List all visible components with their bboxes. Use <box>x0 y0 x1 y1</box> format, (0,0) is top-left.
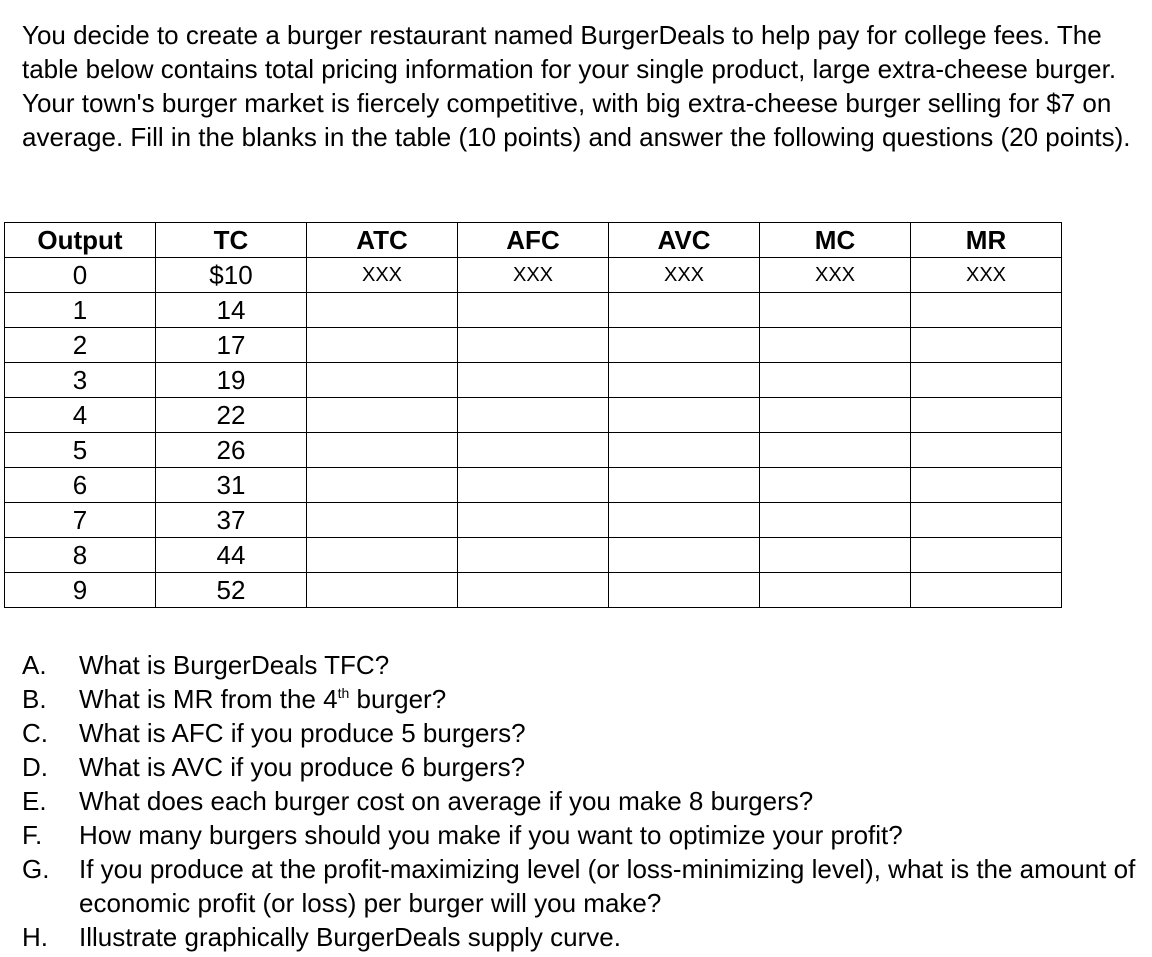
mc-cell[interactable] <box>760 503 911 538</box>
table-row <box>5 328 1062 363</box>
atc-cell[interactable] <box>307 433 458 468</box>
question-letter: E. <box>22 786 47 816</box>
question-item <box>22 648 1147 682</box>
atc-cell[interactable] <box>307 293 458 328</box>
mc-cell[interactable] <box>760 538 911 573</box>
afc-cell[interactable] <box>458 538 609 573</box>
tc-cell: 19 <box>156 363 307 398</box>
question-item <box>22 682 1147 716</box>
mr-cell[interactable] <box>911 468 1062 503</box>
question-item <box>22 716 1147 750</box>
avc-cell[interactable] <box>609 398 760 433</box>
question-letter: D. <box>22 752 48 782</box>
afc-cell[interactable] <box>458 398 609 433</box>
avc-cell[interactable] <box>609 328 760 363</box>
afc-cell[interactable] <box>458 293 609 328</box>
cost-table <box>4 222 1062 608</box>
header-tc: TC <box>156 223 307 258</box>
afc-cell[interactable] <box>458 363 609 398</box>
output-cell: 3 <box>5 363 156 398</box>
output-cell: 1 <box>5 293 156 328</box>
question-letter: F. <box>22 820 43 850</box>
tc-cell: 22 <box>156 398 307 433</box>
question-text: What is AFC if you produce 5 burgers? <box>79 718 526 748</box>
mr-cell[interactable] <box>911 573 1062 608</box>
atc-cell[interactable] <box>307 538 458 573</box>
tc-cell: 26 <box>156 433 307 468</box>
mc-cell: XXX <box>760 258 911 293</box>
mr-cell[interactable] <box>911 363 1062 398</box>
question-letter: G. <box>22 854 50 884</box>
afc-cell[interactable] <box>458 328 609 363</box>
output-cell: 5 <box>5 433 156 468</box>
question-item <box>22 920 1147 954</box>
afc-cell[interactable] <box>458 573 609 608</box>
tc-cell: 14 <box>156 293 307 328</box>
atc-cell: XXX <box>307 258 458 293</box>
question-letter: B. <box>22 684 47 714</box>
table-row <box>5 398 1062 433</box>
intro-paragraph: You decide to create a burger restaurant named BurgerDeals to help pay for college fees. The table below contains total pricing information for your single product, large extra-cheese burger. Your town's burger market is fiercely competitive, with big extra-cheese burger selling for $7 on average. Fill in the blanks in the table (10 points) and answer the following questions (20 points). <box>22 20 1131 152</box>
table-row <box>5 293 1062 328</box>
question-text: If you produce at the profit-maximizing level (or loss-minimizing level), what is the amount of economic profit (or loss) per burger will you make? <box>79 854 1136 918</box>
question-item <box>22 818 1147 852</box>
avc-cell: XXX <box>609 258 760 293</box>
header-afc: AFC <box>458 223 609 258</box>
atc-cell[interactable] <box>307 398 458 433</box>
table-row <box>5 258 1062 293</box>
table-row <box>5 468 1062 503</box>
atc-cell[interactable] <box>307 468 458 503</box>
mc-cell[interactable] <box>760 398 911 433</box>
question-text <box>79 682 1147 716</box>
mr-cell[interactable] <box>911 503 1062 538</box>
output-cell: 7 <box>5 503 156 538</box>
avc-cell[interactable] <box>609 363 760 398</box>
avc-cell[interactable] <box>609 503 760 538</box>
table-header-row <box>5 223 1062 258</box>
tc-cell: 52 <box>156 573 307 608</box>
mc-cell[interactable] <box>760 363 911 398</box>
question-item <box>22 750 1147 784</box>
mc-cell[interactable] <box>760 468 911 503</box>
question-letter: H. <box>22 922 48 952</box>
header-atc: ATC <box>307 223 458 258</box>
question-text: Illustrate graphically BurgerDeals supply curve. <box>79 922 621 952</box>
avc-cell[interactable] <box>609 573 760 608</box>
avc-cell[interactable] <box>609 538 760 573</box>
mr-cell[interactable] <box>911 538 1062 573</box>
output-cell: 0 <box>5 258 156 293</box>
atc-cell[interactable] <box>307 503 458 538</box>
output-cell: 6 <box>5 468 156 503</box>
question-letter: C. <box>22 718 48 748</box>
output-cell: 8 <box>5 538 156 573</box>
question-item <box>22 852 1147 920</box>
table-row <box>5 433 1062 468</box>
mr-cell[interactable] <box>911 328 1062 363</box>
mr-cell: XXX <box>911 258 1062 293</box>
question-text: What is AVC if you produce 6 burgers? <box>79 752 526 782</box>
header-mc: MC <box>760 223 911 258</box>
mr-cell[interactable] <box>911 398 1062 433</box>
afc-cell: XXX <box>458 258 609 293</box>
avc-cell[interactable] <box>609 468 760 503</box>
output-cell: 9 <box>5 573 156 608</box>
tc-cell: 31 <box>156 468 307 503</box>
output-cell: 4 <box>5 398 156 433</box>
question-text: What is BurgerDeals TFC? <box>79 650 390 680</box>
table-row <box>5 503 1062 538</box>
question-text: How many burgers should you make if you want to optimize your profit? <box>79 820 903 850</box>
mc-cell[interactable] <box>760 293 911 328</box>
mc-cell[interactable] <box>760 433 911 468</box>
question-text-after: burger? <box>349 684 447 714</box>
mr-cell[interactable] <box>911 293 1062 328</box>
atc-cell[interactable] <box>307 328 458 363</box>
question-letter: A. <box>22 650 47 680</box>
afc-cell[interactable] <box>458 433 609 468</box>
table-row <box>5 538 1062 573</box>
mr-cell[interactable] <box>911 433 1062 468</box>
afc-cell[interactable] <box>458 468 609 503</box>
question-list <box>22 648 1147 954</box>
tc-cell: 17 <box>156 328 307 363</box>
question-text: What does each burger cost on average if you make 8 burgers? <box>79 786 814 816</box>
avc-cell[interactable] <box>609 433 760 468</box>
tc-cell: 37 <box>156 503 307 538</box>
ordinal-suffix: th <box>337 685 350 701</box>
tc-cell: 44 <box>156 538 307 573</box>
question-item <box>22 784 1147 818</box>
mc-cell[interactable] <box>760 328 911 363</box>
avc-cell[interactable] <box>609 293 760 328</box>
table-row <box>5 573 1062 608</box>
header-avc: AVC <box>609 223 760 258</box>
header-output: Output <box>5 223 156 258</box>
output-cell: 2 <box>5 328 156 363</box>
tc-cell: $10 <box>156 258 307 293</box>
mc-cell[interactable] <box>760 573 911 608</box>
atc-cell[interactable] <box>307 573 458 608</box>
question-text-before: What is MR from the 4 <box>79 684 338 714</box>
table-row <box>5 363 1062 398</box>
afc-cell[interactable] <box>458 503 609 538</box>
atc-cell[interactable] <box>307 363 458 398</box>
header-mr: MR <box>911 223 1062 258</box>
